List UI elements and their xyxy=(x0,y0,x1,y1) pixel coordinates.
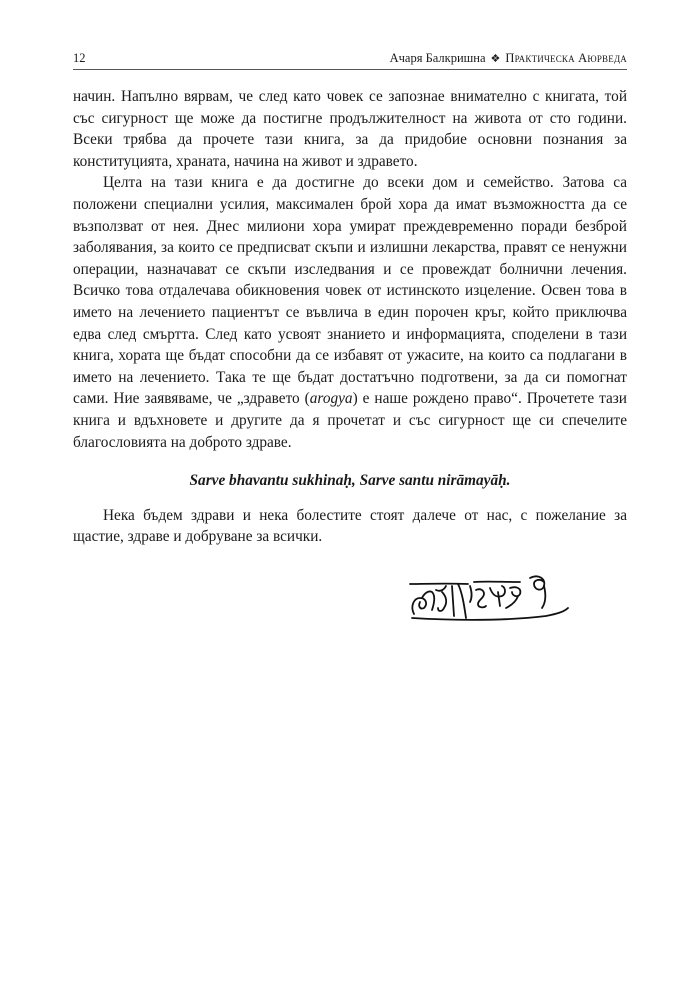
closing-paragraph: Нека бъдем здрави и нека болестите стоят далече от нас, с пожелание за щастие, здраве и добруване за всички. xyxy=(73,506,627,546)
sanskrit-term: arogya xyxy=(309,390,353,408)
paragraph-2-part-1: Целта на тази книга е да достигне до всеки дом и семейство. Затова са положени специални усилия, максимален брой хора да имат възможността да се възползват от нея. Днес милиони хора умират преждевременно поради безброй заболявания, за които се предписват скъпи и излишни лекарства, правят се ненужни операции, назначават се скъпи изследвания и се провеждат болнични лечения. Всичко това отдалечава обикновения човек от истинското изцеление. Освен това в името на лечението пациентът се въвлича в един порочен кръг, който приключва едва след смъртта. След като усвоят знанието и информацията, споделени в тази книга, хората ще бъдат способни да се избавят от ужасите, на които са подлагани в името на лечението. Така те ще бъдат достатъчно подготвени, за да си помогнат сами. Ние заявяваме, че „здравето ( xyxy=(73,174,627,408)
sanskrit-verse: Sarve bhavantu sukhinaḥ, Sarve santu nirāmayāḥ. xyxy=(189,472,511,490)
page-body xyxy=(73,86,627,548)
running-header xyxy=(73,47,627,70)
paragraph-2-part-2: ) е наше рождено право“. Прочетете тази книга и вдъхновете и другите да я прочетат и със сигурност ще си спечелите благословията на доброто здраве. xyxy=(73,390,627,451)
diamond-ornament-icon: ❖ xyxy=(490,53,501,65)
handwritten-signature xyxy=(406,562,571,624)
running-head xyxy=(390,51,627,66)
book-title: Практическа Аюрведа xyxy=(505,51,627,65)
paragraph-2 xyxy=(73,172,627,453)
page-number: 12 xyxy=(73,51,86,65)
author-name: Ачаря Балкришна xyxy=(389,51,486,65)
paragraph-1: начин. Напълно вярвам, че след като човек се запознае внимателно с книгата, той със сигурност ще може да постигне продължителност на живота от сто години. Всеки трябва да прочете тази книга, за да придобие основни познания за конституцията, храната, начина на живот и здравето. xyxy=(73,88,627,170)
